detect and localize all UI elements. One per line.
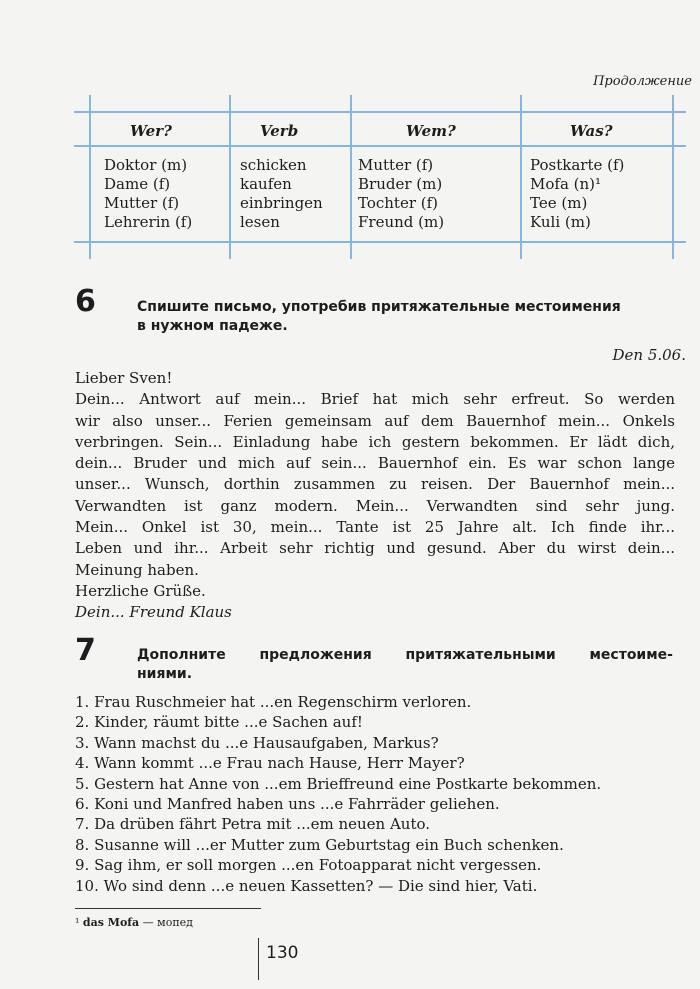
table-col-divider [350,95,352,259]
list-item: 2. Kinder, räumt bitte ...e Sachen auf! [75,713,363,732]
table-rule-top [74,111,686,113]
footnote [75,916,193,929]
table-cell: Doktor (m) [104,156,188,174]
table-cell: Tee (m) [530,194,588,212]
letter-line: Verwandten ist ganz modern. Mein... Verwandten sind sehr jung. [75,496,675,515]
column-verb [240,156,323,232]
task-7-instructions [137,646,673,684]
table-rule-bottom [74,241,686,243]
column-was [530,156,624,232]
table-cell: Mutter (f) [104,194,180,212]
list-item: 6. Koni und Manfred haben uns ...e Fahrräder geliehen. [75,795,500,814]
column-wem [358,156,444,232]
table-border-right [672,95,674,259]
table-cell: einbringen [240,194,323,212]
letter-text [75,368,675,624]
table-rule-header [74,145,686,147]
table-col-divider [229,95,231,259]
table-cell: Postkarte (f) [530,156,625,174]
footnote-word: das Mofa [82,916,140,929]
table-cell: Mofa (n)¹ [530,175,602,193]
letter-signature: Dein... Freund Klaus [75,603,232,622]
header-wer: Wer? [130,122,172,140]
letter-line: wir also unser... Ferien gemeinsam auf dem Bauernhof mein... Onkels [75,411,675,430]
page-number: 130 [266,943,299,963]
continuation-label: Продолжение [593,74,692,89]
footnote-translation: — мопед [142,916,193,929]
list-item: 3. Wann machst du ...e Hausaufgaben, Markus? [75,733,439,752]
task-6-instructions [137,298,621,336]
header-was: Was? [570,122,613,140]
table-cell: Freund (m) [358,213,445,231]
list-item: 7. Da drüben fährt Petra mit ...em neuen Auto. [75,815,431,834]
task-6-title-line: в нужном падеже. [137,318,288,334]
table-border-left [89,95,91,259]
page-number-divider [258,938,259,980]
list-item: 9. Sag ihm, er soll morgen ...en Fotoapparat nicht vergessen. [75,856,542,875]
table-cell: Lehrerin (f) [104,213,193,231]
letter-salutation: Lieber Sven! [75,369,173,387]
letter-line: Leben und ihr... Arbeit sehr richtig und gesund. Aber du wirst dein... [75,539,675,558]
vocabulary-table [74,95,686,259]
task-number-6: 6 [75,284,96,319]
list-item: 10. Wo sind denn ...e neuen Kassetten? — Die sind hier, Vati. [75,876,538,895]
letter-date: Den 5.06. [612,346,686,364]
table-col-divider [520,95,522,259]
footnote-divider [75,908,261,909]
exercise-list [75,692,601,896]
letter-line: Meinung haben. [75,560,199,579]
header-verb: Verb [260,122,299,140]
letter-line: unser... Wunsch, dorthin zusammen zu reisen. Der Bauernhof mein... [75,475,675,494]
column-wer [104,156,192,232]
header-wem: Wem? [406,122,456,140]
letter-line: verbringen. Sein... Einladung habe ich gestern bekommen. Er lädt dich, [75,432,675,451]
table-cell: Tochter (f) [358,194,439,212]
table-cell: kaufen [240,175,292,193]
list-item: 8. Susanne will ...er Mutter zum Geburtstag ein Buch schenken. [75,835,564,854]
task-6-title-line: Спишите письмо, употребив притяжательные местоимения [137,299,621,315]
table-cell: schicken [240,156,307,174]
list-item: 5. Gestern hat Anne von ...em Brieffreund eine Postkarte bekommen. [75,774,602,793]
letter-line: Dein... Antwort auf mein... Brief hat mich sehr erfreut. So werden [75,390,675,409]
table-cell: Dame (f) [104,175,171,193]
task-7-title-line: Дополните предложения притяжательными местоиме- [137,647,673,663]
letter-closing: Herzliche Grüße. [75,581,206,600]
footnote-mark: ¹ [75,916,80,929]
letter-line: Mein... Onkel ist 30, mein... Tante ist 25 Jahre alt. Ich finde ihr... [75,518,675,537]
table-cell: Kuli (m) [530,213,591,231]
table-cell: lesen [240,213,280,231]
list-item: 4. Wann kommt ...e Frau nach Hause, Herr Mayer? [75,754,465,773]
task-7-title-line: ниями. [137,666,193,682]
table-cell: Bruder (m) [358,175,443,193]
letter-line: dein... Bruder und mich auf sein... Bauernhof ein. Es war schon lange [75,454,675,473]
table-cell: Mutter (f) [358,156,434,174]
task-number-7: 7 [75,633,96,668]
list-item: 1. Frau Ruschmeier hat ...en Regenschirm verloren. [75,693,472,711]
